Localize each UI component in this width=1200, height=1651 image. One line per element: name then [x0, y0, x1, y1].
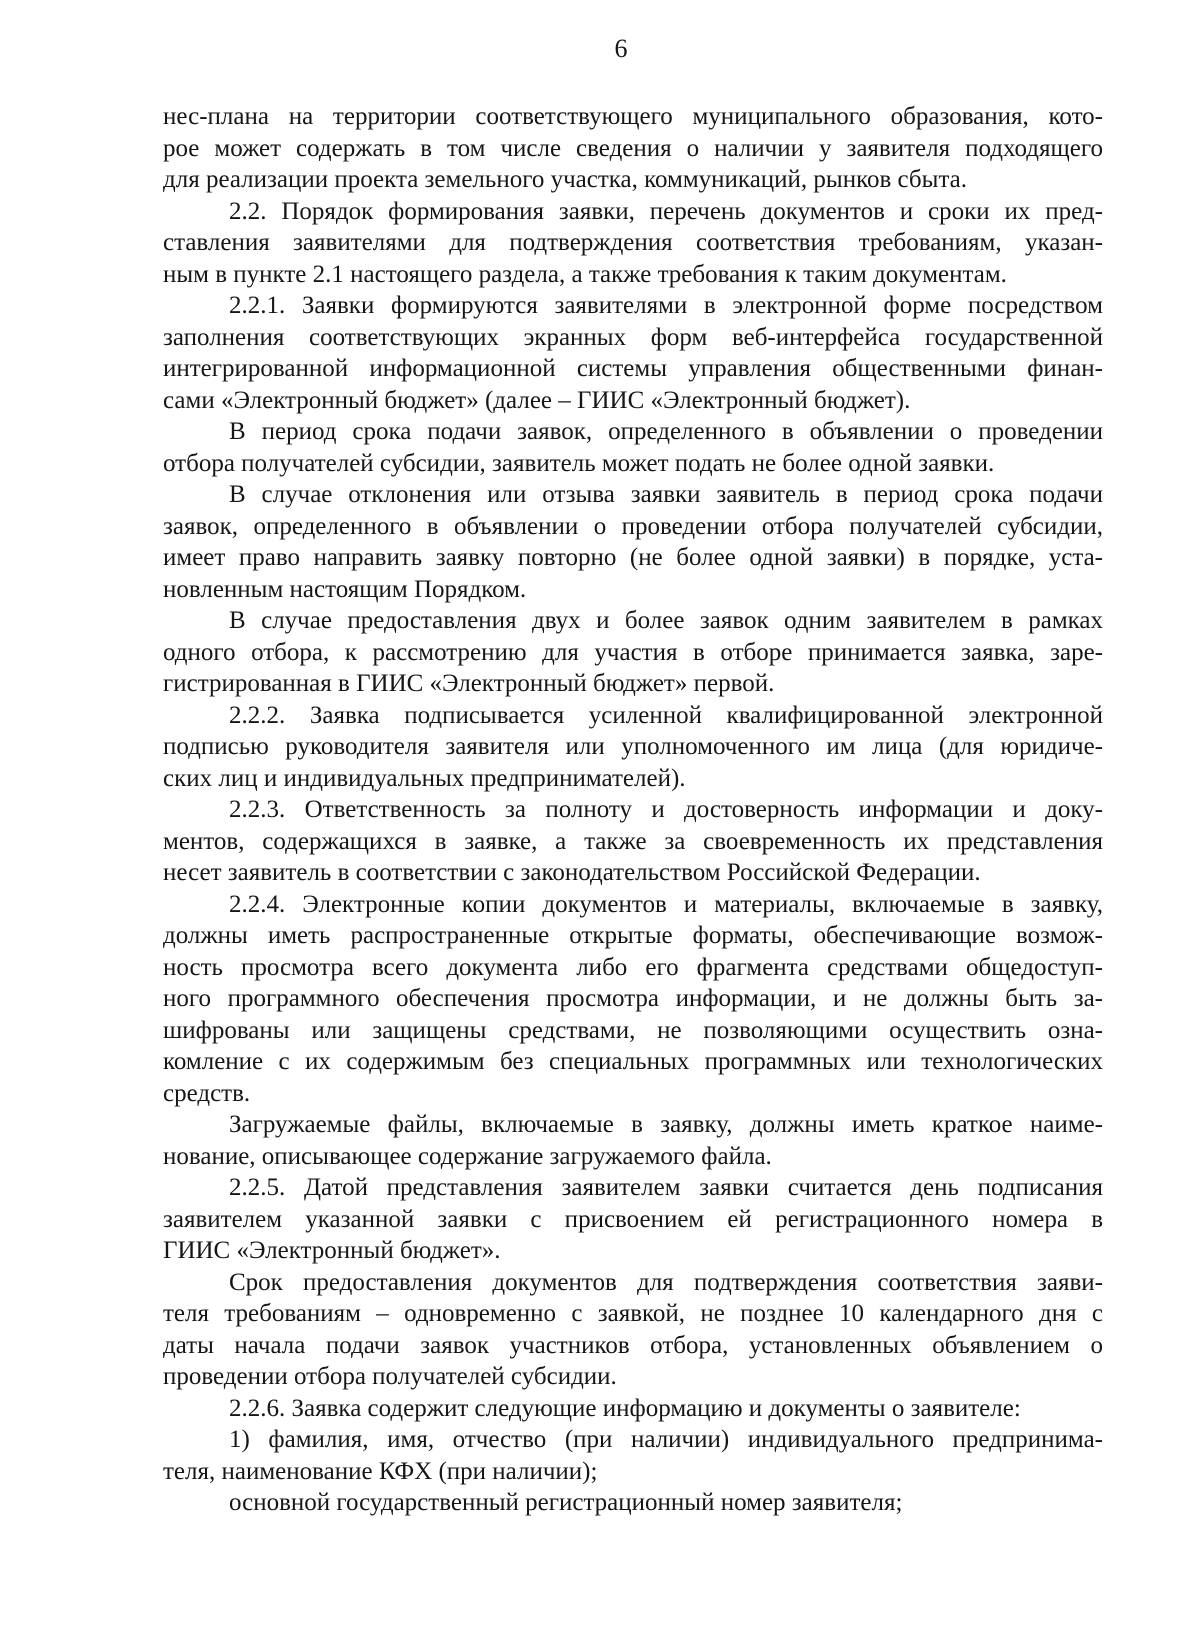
- text-line: 2.2. Порядок формирования заявки, перечень документов и сроки их пред-: [229, 197, 1103, 225]
- text-line: нование, описывающее содержание загружаемого файла.: [163, 1142, 772, 1170]
- text-line: заявок, определенного в объявлении о проведении отбора получателей субсидии,: [163, 512, 1103, 540]
- text-line: ских лиц и индивидуальных предпринимателей).: [163, 764, 686, 792]
- text-line: отбора получателей субсидии, заявитель может подать не более одной заявки.: [163, 449, 995, 477]
- text-line: В случае предоставления двух и более заявок одним заявителем в рамках: [229, 607, 1103, 634]
- text-line: 2.2.2. Заявка подписывается усиленной квалифицированной электронной: [229, 701, 1103, 729]
- text-line: основной государственный регистрационный номер заявителя;: [229, 1489, 903, 1516]
- text-line: проведении отбора получателей субсидии.: [163, 1363, 617, 1390]
- text-line: 2.2.4. Электронные копии документов и материалы, включаемые в заявку,: [229, 890, 1103, 918]
- text-line: В случае отклонения или отзыва заявки заявитель в период срока подачи: [229, 481, 1103, 508]
- text-line: 2.2.6. Заявка содержит следующие информацию и документы о заявителе:: [229, 1394, 1021, 1422]
- text-line: теля требованиям – одновременно с заявкой, не позднее 10 календарного дня с: [163, 1300, 1103, 1327]
- text-line: заявителем указанной заявки с присвоением ей регистрационного номера в: [163, 1205, 1103, 1233]
- text-line: ставления заявителями для подтверждения соответствия требованиям, указан-: [163, 229, 1103, 256]
- text-line: заполнения соответствующих экранных форм веб-интерфейса государственной: [163, 323, 1103, 351]
- text-line: средств.: [163, 1079, 251, 1107]
- text-line: рое может содержать в том числе сведения о наличии у заявителя подходящего: [163, 134, 1103, 162]
- text-line: гистрированная в ГИИС «Электронный бюджет» первой.: [163, 670, 775, 697]
- text-line: ГИИС «Электронный бюджет».: [163, 1237, 501, 1264]
- text-line: комление с их содержимым без специальных программных или технологических: [163, 1048, 1103, 1075]
- text-line: сами «Электронный бюджет» (далее – ГИИС «Электронный бюджет).: [163, 386, 911, 414]
- text-line: 1) фамилия, имя, отчество (при наличии) индивидуального предпринима-: [229, 1426, 1103, 1453]
- text-line: ного программного обеспечения просмотра информации, и не должны быть за-: [163, 985, 1103, 1012]
- text-line: подписью руководителя заявителя или уполномоченного им лица (для юридиче-: [163, 733, 1103, 760]
- text-line: несет заявитель в соответствии с законодательством Российской Федерации.: [163, 859, 981, 886]
- document-body: [163, 101, 1103, 1519]
- text-line: 2.2.1. Заявки формируются заявителями в электронной форме посредством: [229, 292, 1103, 319]
- text-line: для реализации проекта земельного участка, коммуникаций, рынков сбыта.: [163, 166, 968, 193]
- text-line: шифрованы или защищены средствами, не позволяющими осуществить озна-: [163, 1016, 1103, 1044]
- text-line: Загружаемые файлы, включаемые в заявку, должны иметь краткое наиме-: [229, 1111, 1103, 1138]
- text-line: нес-плана на территории соответствующего муниципального образования, кото-: [163, 103, 1103, 130]
- text-line: имеет право направить заявку повторно (не более одной заявки) в порядке, уста-: [163, 544, 1103, 571]
- text-line: 2.2.3. Ответственность за полноту и достоверность информации и доку-: [229, 796, 1103, 823]
- text-line: Срок предоставления документов для подтверждения соответствия заяви-: [229, 1268, 1103, 1296]
- text-line: интегрированной информационной системы управления общественными финан-: [163, 355, 1103, 382]
- text-line: новленным настоящим Порядком.: [163, 575, 527, 603]
- text-line: даты начала подачи заявок участников отбора, установленных объявлением о: [163, 1331, 1103, 1359]
- text-line: ным в пункте 2.1 настоящего раздела, а также требования к таким документам.: [163, 260, 1007, 288]
- text-line: теля, наименование КФХ (при наличии);: [163, 1457, 598, 1485]
- text-line: одного отбора, к рассмотрению для участия в отборе принимается заявка, заре-: [163, 638, 1103, 666]
- page-number: 6: [614, 34, 628, 63]
- text-line: ность просмотра всего документа либо его фрагмента средствами общедоступ-: [163, 953, 1103, 981]
- text-line: должны иметь распространенные открытые форматы, обеспечивающие возмож-: [163, 922, 1103, 949]
- text-line: 2.2.5. Датой представления заявителем заявки считается день подписания: [229, 1174, 1103, 1201]
- text-line: В период срока подачи заявок, определенного в объявлении о проведении: [229, 418, 1103, 445]
- text-line: ментов, содержащихся в заявке, а также за своевременность их представления: [163, 827, 1103, 855]
